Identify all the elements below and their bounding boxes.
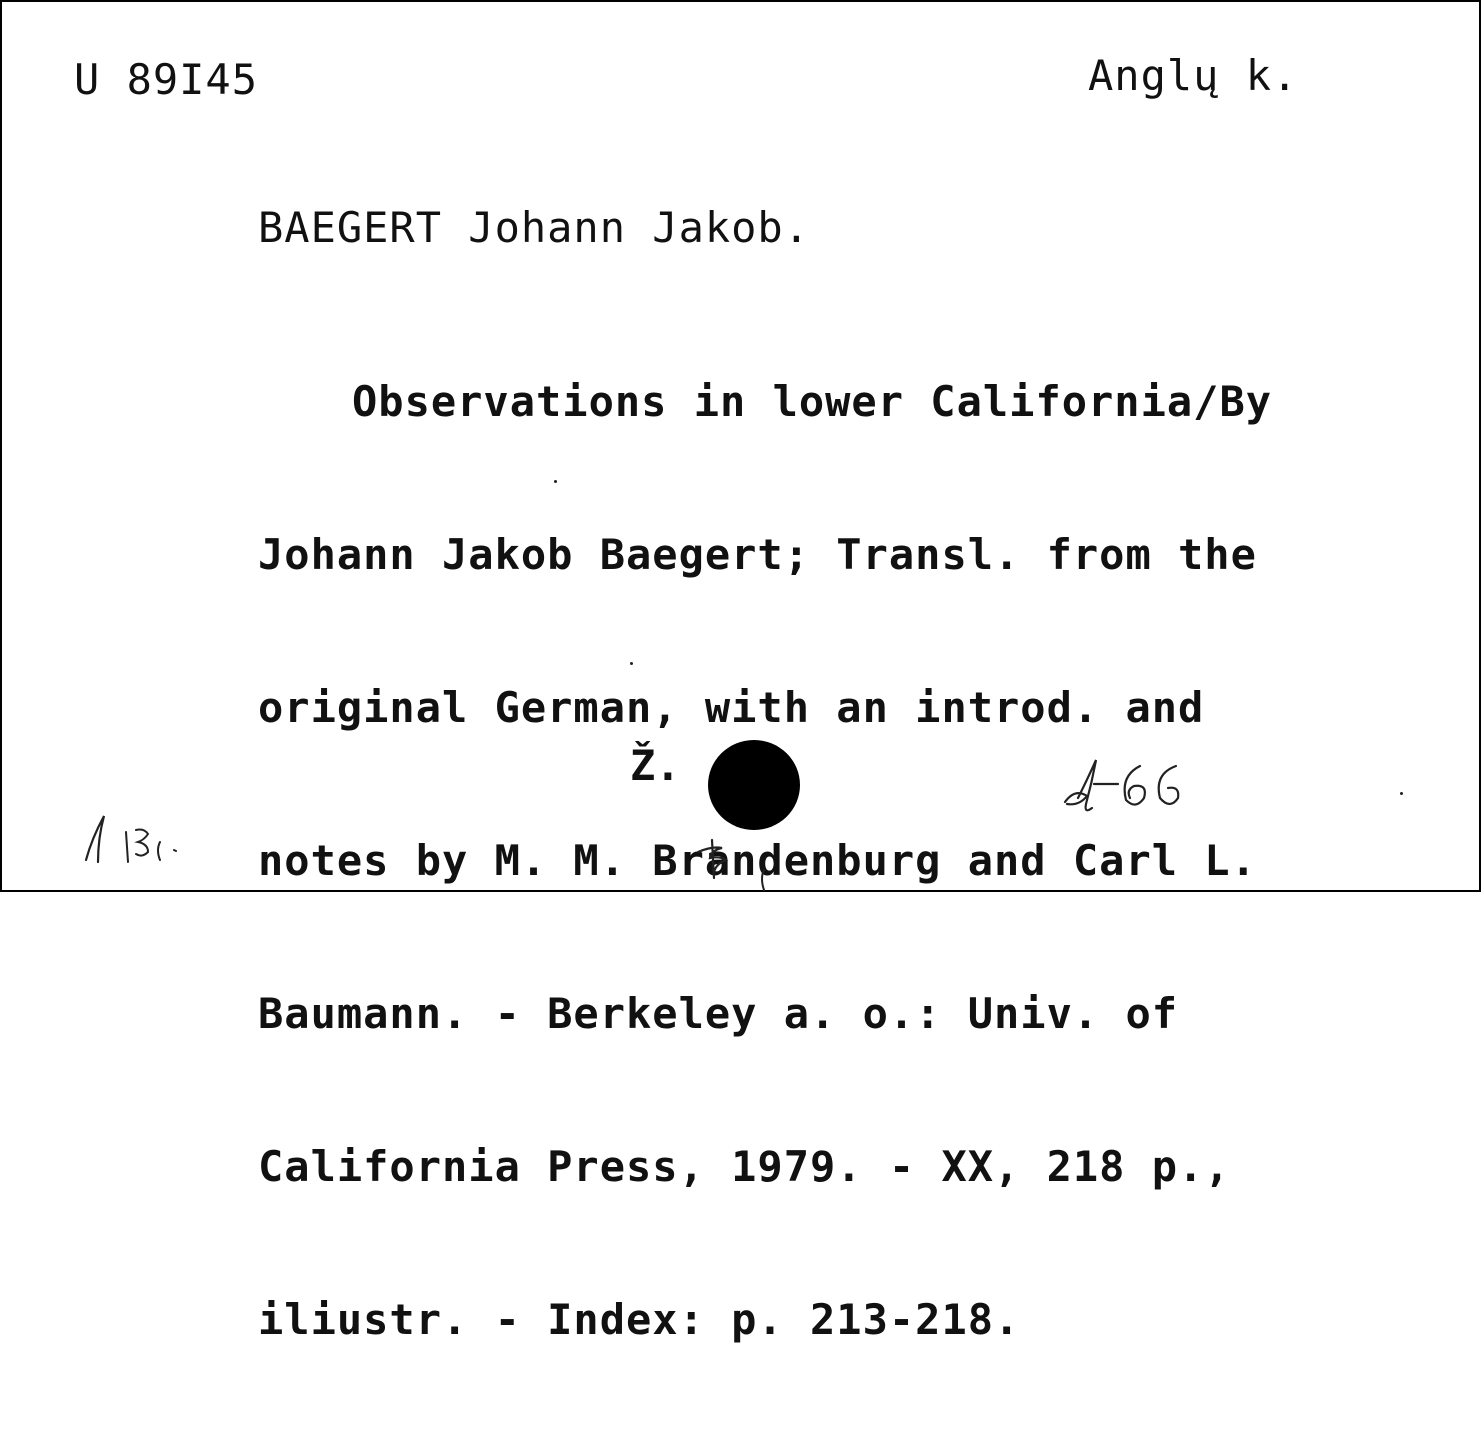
description-line: Johann Jakob Baegert; Transl. from the — [258, 530, 1257, 579]
shelf-mark: Ž. — [630, 741, 681, 790]
author-heading: BAEGERT Johann Jakob. — [258, 203, 811, 252]
handwritten-number-mark — [1060, 754, 1190, 824]
paper-speck — [554, 480, 557, 483]
paper-speck — [630, 662, 633, 665]
call-number: U 89I45 — [74, 55, 259, 104]
paper-speck — [1400, 792, 1403, 795]
description-line: Observations in lower California/By — [352, 377, 1273, 426]
language-note: Anglų k. — [1088, 51, 1299, 100]
description-line: California Press, 1979. - XX, 218 p., — [258, 1142, 1231, 1191]
handwritten-left-mark — [82, 810, 222, 870]
description-line: original German, with an introd. and — [258, 683, 1205, 732]
handwritten-bottom-mark — [692, 836, 782, 892]
description-line: notes by M. M. Brandenburg and Carl L. — [258, 836, 1257, 885]
punch-hole — [708, 740, 800, 830]
description-line: Baumann. - Berkeley a. o.: Univ. of — [258, 989, 1179, 1038]
description-line: iliustr. - Index: p. 213-218. — [258, 1295, 1021, 1344]
